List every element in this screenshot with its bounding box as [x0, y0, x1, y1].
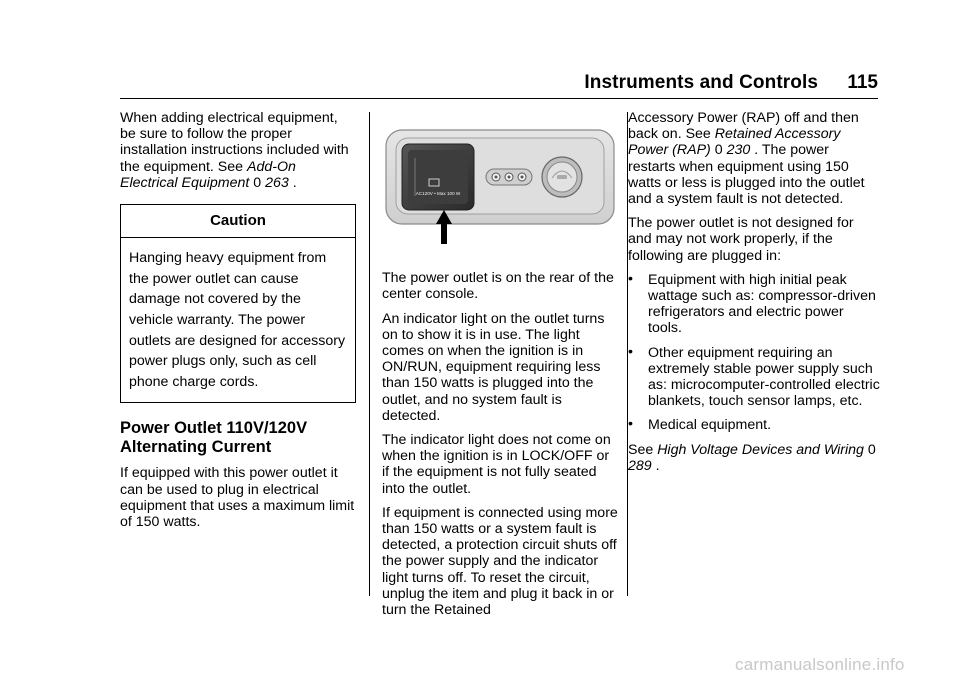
cross-reference[interactable]: High Voltage Devices and Wiring [657, 441, 864, 458]
column-3 [628, 110, 880, 482]
page-header [120, 70, 878, 99]
bullet-icon: • [628, 270, 633, 287]
caution-box [120, 204, 356, 403]
page-ref-arrow: 0 [867, 441, 876, 458]
bullet-list [628, 272, 880, 434]
list-item: • Other equipment requiring an extremely stable power supply such as: microcomputer-controlled electric blankets, touch sensor lamps, etc. [628, 343, 880, 410]
bullet-icon: • [628, 416, 633, 433]
paragraph: An indicator light on the outlet turns on to show it is in use. The light comes on when the ignition is in ON/RUN, equipment requiring less than 150 watts is plugged into the outlet, and no system fault is detected. [382, 310, 605, 424]
column-1 [120, 110, 356, 538]
bullet-icon: • [628, 343, 633, 360]
page-ref[interactable]: 263 [265, 174, 289, 191]
watermark: carmanualsonline.info [735, 655, 905, 674]
paragraph: If equipment is connected using more than 150 watts or a system fault is detected, a protection circuit shuts off the power supply and the indicator light turns off. To reset the circuit, unplug the item and plug it back in or turn the Retained [382, 504, 618, 619]
caution-body: Hanging heavy equipment from the power outlet can cause damage not covered by the vehicle warranty. The power outlets are designed for accessory power plugs only, such as cell phone charge cords. [129, 250, 346, 390]
caution-title: Caution [121, 205, 355, 238]
paragraph: Accessory Power (RAP) off and then back on. See Retained Accessory Power (RAP) 0 230 . The power restarts when equipment using 150 watts or less is plugged into the outlet and a system fault is not detected. [628, 110, 865, 208]
paragraph: The power outlet is not designed for and may not work properly, if the following are plugged in: [628, 215, 854, 264]
page-ref[interactable]: 289 [628, 457, 652, 474]
power-outlet-illustration [382, 126, 618, 246]
section-paragraph: If equipped with this power outlet it can be used to plug in electrical equipment that uses a maximum limit of 150 watts. [120, 465, 355, 530]
page-ref[interactable]: 230 [726, 142, 751, 159]
column-divider-1 [369, 112, 370, 596]
page-ref-arrow: 0 [714, 142, 723, 159]
section-title: Instruments and Controls [584, 72, 818, 93]
cross-reference[interactable]: Retained Accessory Power (RAP) [628, 126, 841, 159]
page-number: 115 [847, 72, 878, 93]
paragraph: The indicator light does not come on when the ignition is in LOCK/OFF or if the equipment is not fully seated into the outlet. [382, 432, 611, 497]
cross-reference[interactable]: Add-On Electrical Equipment [120, 158, 296, 191]
list-item: • Medical equipment. [628, 416, 772, 434]
page-ref-arrow: 0 [253, 174, 262, 191]
intro-paragraph: When adding electrical equipment, be sure to follow the proper installation instructions included with the equipment. See Add-On Electrical Equipment 0 263 . [120, 110, 349, 191]
list-item: • Equipment with high initial peak wattage such as: compressor-driven refrigerators and electric power tools. [628, 270, 876, 337]
column-2 [382, 118, 618, 626]
outlet-label: AC120V • Max 100 W [415, 191, 461, 196]
paragraph: See High Voltage Devices and Wiring 0 289 . [628, 441, 876, 474]
paragraph: The power outlet is on the rear of the center console. [382, 270, 614, 303]
section-heading: Power Outlet 110V/120V Alternating Current [120, 419, 308, 457]
